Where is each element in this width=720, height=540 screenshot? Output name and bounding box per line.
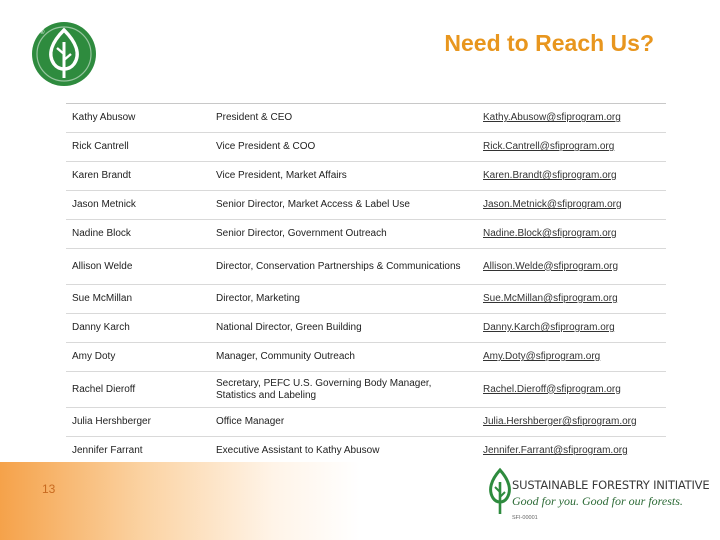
contact-title: Vice President & COO (210, 133, 477, 162)
contact-name: Danny Karch (66, 314, 210, 343)
contact-row (66, 104, 666, 133)
contact-name: Amy Doty (66, 343, 210, 372)
contact-row (66, 314, 666, 343)
sfi-tree-logo-icon (30, 20, 98, 88)
sfi-org-name: SUSTAINABLE FORESTRY INITIATIVE (512, 478, 710, 492)
contact-row (66, 249, 666, 285)
sfi-tree-logo-small-icon (482, 462, 518, 522)
contact-email-link[interactable]: Karen.Brandt@sfiprogram.org (477, 162, 666, 191)
contact-row (66, 191, 666, 220)
contact-email-link[interactable]: Sue.McMillan@sfiprogram.org (477, 285, 666, 314)
contacts-table (66, 103, 666, 466)
contact-name: Nadine Block (66, 220, 210, 249)
contact-row (66, 133, 666, 162)
contact-name: Julia Hershberger (66, 408, 210, 437)
contact-row (66, 372, 666, 408)
contact-title: Vice President, Market Affairs (210, 162, 477, 191)
contact-title: Office Manager (210, 408, 477, 437)
contact-email-link[interactable]: Jennifer.Farrant@sfiprogram.org (477, 437, 666, 466)
contact-email-link[interactable]: Rachel.Dieroff@sfiprogram.org (477, 372, 666, 408)
contact-title: Executive Assistant to Kathy Abusow (210, 437, 477, 466)
contact-email-link[interactable]: Jason.Metnick@sfiprogram.org (477, 191, 666, 220)
svg-text:®: ® (40, 30, 45, 36)
contact-email-link[interactable]: Nadine.Block@sfiprogram.org (477, 220, 666, 249)
contact-title: Senior Director, Market Access & Label Use (210, 191, 477, 220)
contact-name: Rachel Dieroff (66, 372, 210, 408)
contact-name: Jennifer Farrant (66, 437, 210, 466)
contact-title: National Director, Green Building (210, 314, 477, 343)
contact-name: Allison Welde (66, 249, 210, 285)
contact-title: Secretary, PEFC U.S. Governing Body Manager, Statistics and Labeling (210, 372, 477, 408)
contact-title: Director, Conservation Partnerships & Communications (210, 249, 477, 285)
contact-title: President & CEO (210, 104, 477, 133)
contact-row (66, 162, 666, 191)
contact-row (66, 220, 666, 249)
contact-name: Karen Brandt (66, 162, 210, 191)
contact-email-link[interactable]: Kathy.Abusow@sfiprogram.org (477, 104, 666, 133)
contact-title: Manager, Community Outreach (210, 343, 477, 372)
sfi-code: SFI-00001 (512, 515, 538, 521)
contact-row (66, 285, 666, 314)
contact-name: Rick Cantrell (66, 133, 210, 162)
contact-email-link[interactable]: Julia.Hershberger@sfiprogram.org (477, 408, 666, 437)
contact-name: Kathy Abusow (66, 104, 210, 133)
contact-row (66, 343, 666, 372)
slide-title: Need to Reach Us? (444, 30, 654, 56)
contact-name: Jason Metnick (66, 191, 210, 220)
contact-email-link[interactable]: Amy.Doty@sfiprogram.org (477, 343, 666, 372)
contact-name: Sue McMillan (66, 285, 210, 314)
contact-email-link[interactable]: Rick.Cantrell@sfiprogram.org (477, 133, 666, 162)
contact-email-link[interactable]: Allison.Welde@sfiprogram.org (477, 249, 666, 285)
page-number: 13 (42, 482, 56, 496)
contact-row (66, 408, 666, 437)
sfi-tagline: Good for you. Good for our forests. (512, 494, 683, 508)
contact-email-link[interactable]: Danny.Karch@sfiprogram.org (477, 314, 666, 343)
contact-title: Director, Marketing (210, 285, 477, 314)
contact-title: Senior Director, Government Outreach (210, 220, 477, 249)
